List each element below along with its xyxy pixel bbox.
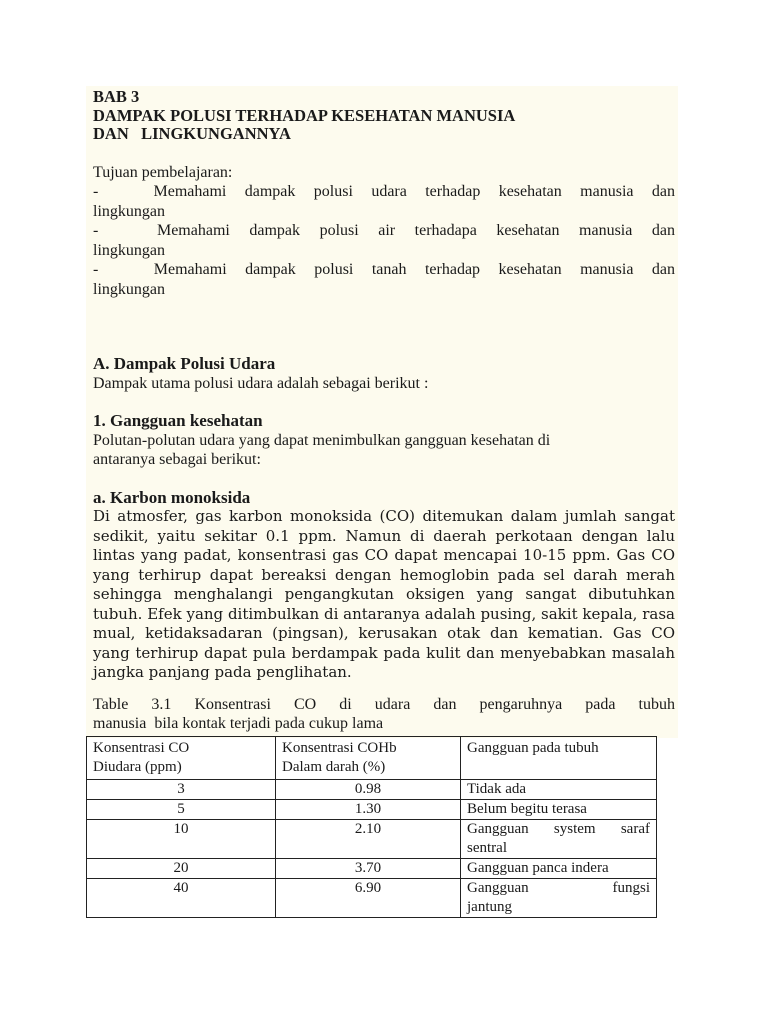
- table-caption: [93, 695, 675, 734]
- objective-item: [93, 182, 675, 221]
- objective-line: - Memahami dampak polusi air terhadapa kesehatan manusia dan: [93, 222, 675, 239]
- co-ppm-cell: 10: [87, 820, 276, 859]
- header-text: Diudara (ppm): [93, 759, 182, 775]
- table-row: [87, 879, 657, 918]
- table-row: [87, 859, 657, 879]
- table-header-row: [87, 737, 657, 780]
- effect-text: Gangguan fungsi: [467, 880, 650, 896]
- cohb-cell: 0.98: [276, 780, 461, 800]
- subsection-1-text: Polutan-polutan udara yang dapat menimbulkan gangguan kesehatan di: [93, 431, 551, 449]
- co-ppm-cell: 3: [87, 780, 276, 800]
- objective-line: lingkungan: [93, 241, 165, 259]
- effect-cell: Gangguan panca indera: [461, 859, 657, 879]
- cohb-cell: 3.70: [276, 859, 461, 879]
- co-ppm-cell: 5: [87, 800, 276, 820]
- subsection-1-heading: 1. Gangguan kesehatan: [93, 411, 263, 430]
- effect-text: sentral: [467, 840, 507, 856]
- table-header-cell: [461, 737, 657, 780]
- effect-cell: [461, 820, 657, 859]
- co-effects-table: [86, 736, 657, 918]
- objective-line: - Memahami dampak polusi tanah terhadap kesehatan manusia dan: [93, 261, 675, 278]
- subsection-a-heading: a. Karbon monoksida: [93, 487, 251, 507]
- co-ppm-cell: 40: [87, 879, 276, 918]
- effect-cell: Tidak ada: [461, 780, 657, 800]
- chapter-title-line2: DAN LINGKUNGANNYA: [93, 124, 291, 143]
- subsection-1-text: antaranya sebagai berikut:: [93, 451, 261, 468]
- chapter-title-line1: DAMPAK POLUSI TERHADAP KESEHATAN MANUSIA: [93, 105, 516, 125]
- subsection-1: [93, 411, 675, 470]
- objective-line: lingkungan: [93, 202, 165, 220]
- chapter-heading: [93, 88, 675, 144]
- objective-line: - Memahami dampak polusi udara terhadap kesehatan manusia dan: [93, 183, 675, 200]
- learning-objectives: [93, 163, 675, 300]
- table-header-cell: [276, 737, 461, 780]
- effect-cell: [461, 879, 657, 918]
- header-text: Konsentrasi CO: [93, 740, 190, 756]
- header-text: Konsentrasi COHb: [282, 740, 397, 756]
- cohb-cell: 2.10: [276, 820, 461, 859]
- effect-cell: Belum begitu terasa: [461, 800, 657, 820]
- section-a: [93, 354, 675, 393]
- effect-text: jantung: [467, 899, 512, 915]
- objective-item: [93, 221, 675, 260]
- table-caption-line1: Table 3.1 Konsentrasi CO di udara dan pengaruhnya pada tubuh: [93, 695, 675, 713]
- header-text: Dalam darah (%): [282, 759, 386, 775]
- co-ppm-cell: 20: [87, 859, 276, 879]
- subsection-a-paragraph: Di atmosfer, gas karbon monoksida (CO) ditemukan dalam jumlah sangat sedikit, yaitu sekitar 0.1 ppm. Namun di daerah perkotaan dengan lalu lintas yang padat, konsentrasi gas CO dapat mencapai 10-15 ppm. Gas CO yang terhirup dapat bereaksi dengan hemoglobin pada sel darah merah sehingga menghalangi pengangkutan oksigen yang sangat dibutuhkan tubuh. Efek yang ditimbulkan di antaranya adalah pusing, sakit kepala, rasa mual, ketidaksadaran (pingsan), kerusakan otak dan kematian. Gas CO yang terhirup dapat pula berdampak pada kulit dan menyebabkan masalah jangka panjang pada penglihatan.: [93, 507, 675, 681]
- effect-text: Gangguan system saraf: [467, 821, 650, 837]
- cohb-cell: 1.30: [276, 800, 461, 820]
- table-caption-line2: manusia bila kontak terjadi pada cukup lama: [93, 715, 384, 732]
- objective-item: [93, 260, 675, 299]
- header-text: Gangguan pada tubuh: [467, 740, 599, 756]
- table-row: [87, 800, 657, 820]
- objective-line: lingkungan: [93, 280, 165, 298]
- table-row: [87, 780, 657, 800]
- chapter-label: BAB 3: [93, 87, 140, 106]
- cohb-cell: 6.90: [276, 879, 461, 918]
- objectives-heading: Tujuan pembelajaran:: [93, 163, 233, 181]
- table-row: [87, 820, 657, 859]
- section-a-intro: Dampak utama polusi udara adalah sebagai berikut :: [93, 374, 429, 392]
- subsection-a: [93, 488, 675, 683]
- section-a-heading: A. Dampak Polusi Udara: [93, 354, 276, 373]
- table-header-cell: [87, 737, 276, 780]
- document-body: [93, 88, 675, 734]
